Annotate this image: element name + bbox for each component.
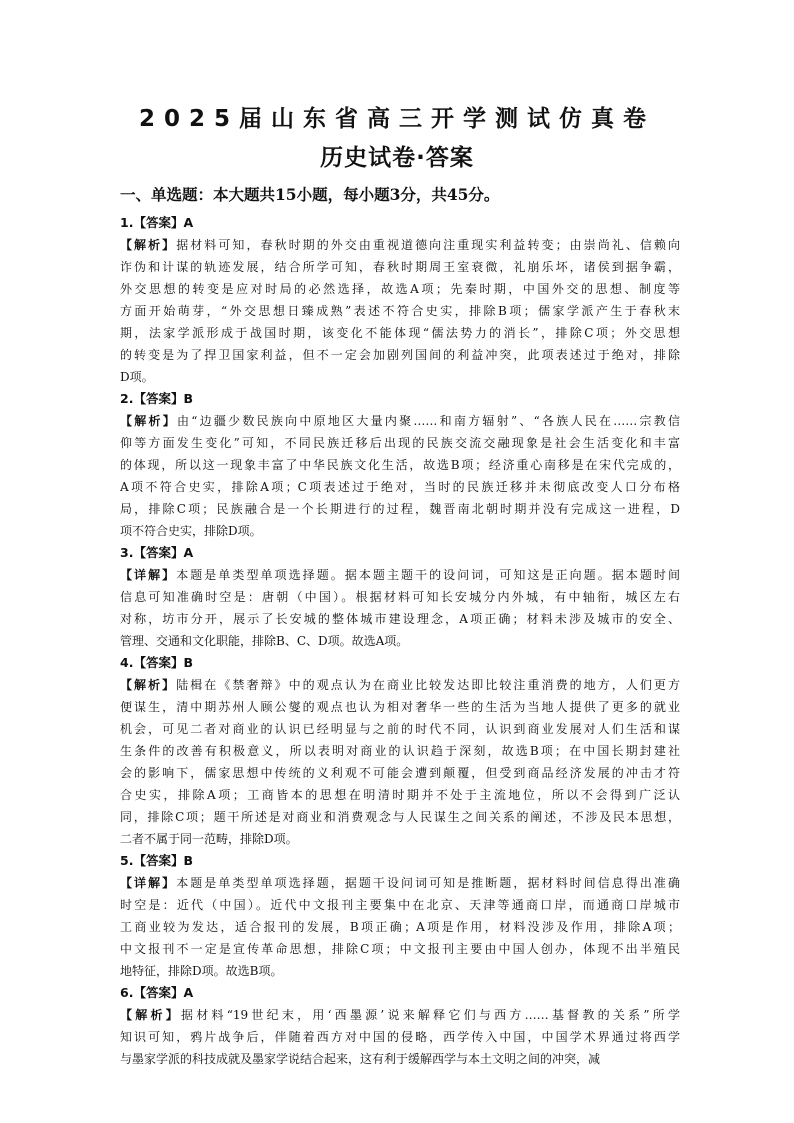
answer-block [120,212,680,388]
explanation-label: 【解析】 [120,678,177,692]
explanation-line: 合史实，排除A项；工商皆本的思想在明清时期并不处于主流地位，所以不会得到广泛认 [120,788,680,802]
explanation-line: 便谋生，清中期苏州人顾公燮的观点也认为相对奢华一些的生活为当地人提供了更多的就业 [120,700,680,714]
explanation-line: 机会，可见二者对商业的认识已经明显与之前的时代不同，认识到商业发展对人们生活和谋 [120,722,680,736]
explanation-label: 【详解】 [120,568,177,582]
document-title: 2025届山东省高三开学测试仿真卷 [138,106,655,132]
explanation-line: 诈伪和计谋的轨迹发展，结合所学可知，春秋时期周王室衰微，礼崩乐坏，诸侯到据争霸， [120,260,680,274]
explanation-line: 同，排除C项；题干所述是对商业和消费观念与人民谋生之间关系的阐述，不涉及民本思想， [120,810,680,824]
answer-key: 4.【答案】B [120,655,193,670]
explanation-line [120,410,680,432]
document-subtitle: 历史试卷·答案 [320,145,474,171]
explanation-line: 期，法家学派形成于战国时期，该变化不能体现“儒法势力的消长”，排除C项；外交思想 [120,326,680,340]
answer-block [120,982,680,1070]
answer-key: 3.【答案】A [120,545,194,560]
explanation-text: 据材料可知，春秋时期的外交由重视道德向注重现实利益转变；由崇尚礼、信赖向 [176,238,680,252]
explanation-label: 【解析】 [120,238,177,252]
explanation-line: 会的影响下，儒家思想中传统的义利观不可能会遭到颠覆，但受到商品经济发展的冲击才符 [120,766,680,780]
answer-block [120,542,680,652]
explanation-line: 外交思想的转变是应对时局的必然选择，故选A项；先秦时期，中国外交的思想、制度等 [120,282,680,296]
explanation-line: 局，排除C项；民族融合是一个长期进行的过程，魏晋南北朝时期并没有完成这一进程，D [120,502,680,516]
explanation-line: 地特征，排除D项。故选B项。 [120,964,283,978]
explanation-text: 由“边疆少数民族向中原地区大量内聚……和南方辐射”、“各族人民在……宗教信 [177,414,680,428]
answer-block [120,388,680,542]
explanation-line [120,564,680,586]
explanation-line: 项不符合史实，排除D项。 [120,524,262,538]
explanation-line: A项不符合史实，排除A项；C项表述过于绝对，当时的民族迁移并未彻底改变人口分布格 [120,480,680,494]
explanation-line: 的体现，所以这一现象丰富了中华民族文化生活，故选B项；经济重心南移是在宋代完成的， [120,458,680,472]
explanation-line: 知识可知，鸦片战争后，伴随着西方对中国的侵略，西学传入中国，中国学术界通过将西学 [120,1030,680,1044]
explanation-text: 陆楫在《禁奢辩》中的观点认为在商业比较发达即比较注重消费的地方，人们更方 [176,678,680,692]
explanation-line: 管理、交通和文化职能，排除B、C、D项。故选A项。 [120,634,409,648]
explanation-line: 工商业较为发达，适合报刊的发展，B项正确；A项是作用，材料没涉及作用，排除A项； [120,920,680,934]
explanation-line [120,234,680,256]
explanation-line: 生条件的改善有积极意义，所以表明对商业的认识趋于深刻，故选B项；在中国长期封建社 [120,744,680,758]
answer-key: 1.【答案】A [120,215,194,230]
explanation-label: 【详解】 [120,876,177,890]
explanation-label: 【解析】 [120,1008,181,1022]
explanation-line: 与墨家学派的科技成就及墨家学说结合起来，这有利于缓解西学与本土文明之间的冲突，减 [120,1052,601,1066]
section-heading: 一、单选题：本大题共15小题，每小题3分，共45分。 [120,185,500,204]
answer-key: 2.【答案】B [120,391,193,406]
explanation-line: 二者不属于同一范畴，排除D项。 [120,832,298,846]
explanation-line: 中文报刊不一定是宣传革命思想，排除C项；中文报刊主要由中国人创办，体现不出半殖民 [120,942,680,956]
explanation-line [120,872,680,894]
explanation-line [120,674,680,696]
answer-block [120,652,680,850]
explanation-line [120,1004,680,1026]
answer-key: 6.【答案】A [120,985,194,1000]
explanation-text: 据材料“19世纪末，用‘西墨源’说来解释它们与西方……基督教的关系”所学 [180,1008,680,1022]
answer-list [120,212,680,1070]
answer-block [120,850,680,982]
explanation-line: 仰等方面发生变化”可知，不同民族迁移后出现的民族交流交融现象是社会生活变化和丰富 [120,436,680,450]
answer-key: 5.【答案】B [120,853,193,868]
explanation-line: 的转变是为了捍卫国家利益，但不一定会加剧列国间的利益冲突，此项表述过于绝对，排除 [120,348,680,362]
explanation-text: 本题是单类型单项选择题。据本题主题干的设问词，可知这是正向题。据本题时间 [176,568,680,582]
explanation-line: D项。 [120,370,154,384]
explanation-text: 本题是单类型单项选择题，据题干设问词可知是推断题，据材料时间信息得出准确 [176,876,680,890]
explanation-line: 信息可知准确时空是：唐朝（中国）。根据材料可知长安城分内外城，有中轴衔，城区左右 [120,590,680,604]
explanation-label: 【解析】 [120,414,178,428]
explanation-line: 对称，坊市分开，展示了长安城的整体城市建设理念，A项正确；材料未涉及城市的安全、 [120,612,680,626]
explanation-line: 时空是：近代（中国）。近代中文报刊主要集中在北京、天津等通商口岸，而通商口岸城市 [120,898,680,912]
explanation-line: 方面开始萌芽，“外交思想日臻成熟”表述不符合史实，排除B项；儒家学派产生于春秋末 [120,304,680,318]
